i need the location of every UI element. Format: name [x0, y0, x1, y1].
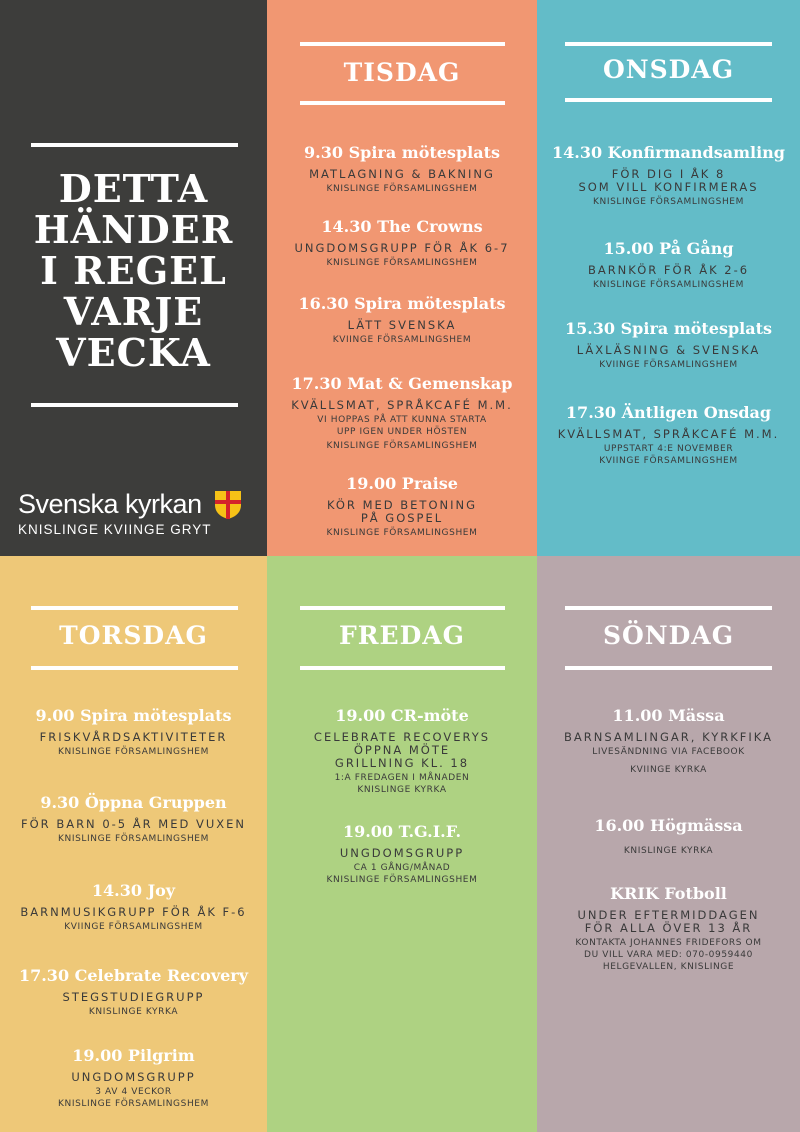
header-rule-top [565, 606, 772, 610]
event-location: KNISLINGE FÖRSAMLINGSHEM [326, 441, 478, 451]
event-location: KNISLINGE FÖRSAMLINGSHEM [326, 528, 478, 538]
event-title: 19.00 Praise [346, 474, 458, 493]
event [267, 143, 537, 195]
event [267, 706, 537, 796]
event-title: 17.30 Äntligen Onsdag [565, 403, 772, 422]
headline-line: I REGEL [40, 248, 227, 293]
event-description: FÖR DIG I ÅK 8 [611, 167, 726, 181]
event-description: LÄTT SVENSKA [347, 318, 457, 332]
headline-line: HÄNDER [33, 207, 234, 252]
day-title: ONSDAG [602, 55, 735, 84]
event [267, 474, 537, 539]
event-location: KVIINGE FÖRSAMLINGSHEM [599, 360, 738, 370]
church-crest-icon [212, 488, 244, 520]
event-title: 9.00 Spira mötesplats [35, 706, 232, 725]
event-location: HELGEVALLEN, KNISLINGE [602, 962, 735, 972]
event-location: KVIINGE KYRKA [630, 765, 707, 775]
event-note: DU VILL VARA MED: 070-0959440 [584, 950, 753, 960]
header-rule-top [565, 42, 772, 46]
event-note: VI HOPPAS PÅ ATT KUNNA STARTA [317, 415, 487, 425]
torsdag-panel [0, 556, 267, 1132]
header-rule-top [31, 606, 238, 610]
event [267, 374, 537, 452]
event-note: 3 AV 4 VECKOR [95, 1087, 172, 1097]
event-title: 15.30 Spira mötesplats [564, 319, 773, 338]
event-title: 19.00 T.G.I.F. [342, 822, 462, 841]
event-description: UNGDOMSGRUPP FÖR ÅK 6-7 [294, 241, 510, 255]
event-location: KVIINGE FÖRSAMLINGSHEM [64, 922, 203, 932]
day-title: FREDAG [338, 621, 465, 650]
event-location: KNISLINGE FÖRSAMLINGSHEM [326, 875, 478, 885]
event-title: 15.00 På Gång [603, 239, 734, 258]
event-description: BARNSAMLINGAR, KYRKFIKA [563, 730, 774, 744]
event [267, 294, 537, 346]
headline-line: VECKA [56, 330, 211, 375]
day-title: TORSDAG [59, 621, 208, 650]
intro-panel [0, 0, 267, 556]
event-description: KÖR MED BETONING [326, 498, 478, 512]
event [537, 239, 800, 291]
event-title: 9.30 Spira mötesplats [304, 143, 500, 162]
event [537, 884, 800, 973]
event-description: BARNKÖR FÖR ÅK 2-6 [587, 263, 750, 277]
event-description: UNGDOMSGRUPP [71, 1070, 196, 1084]
event-title: 11.00 Mässa [612, 706, 725, 725]
brand-parishes: KNISLINGE KVIINGE GRYT [18, 522, 212, 537]
event-title: 16.30 Spira mötesplats [298, 294, 506, 313]
event-location: KNISLINGE FÖRSAMLINGSHEM [58, 1099, 209, 1109]
event-location: KNISLINGE KYRKA [623, 846, 714, 856]
event-location: KVIINGE FÖRSAMLINGSHEM [332, 335, 472, 345]
header-rule-bottom [565, 98, 772, 102]
event-description: MATLAGNING & BAKNING [309, 167, 495, 181]
event [267, 217, 537, 269]
event-title: 19.00 CR-möte [335, 706, 469, 725]
event-location: KNISLINGE FÖRSAMLINGSHEM [593, 280, 744, 290]
event-location: KNISLINGE FÖRSAMLINGSHEM [58, 834, 209, 844]
onsdag-panel [537, 0, 800, 556]
event [537, 706, 800, 776]
event-description: KVÄLLSMAT, SPRÅKCAFÉ M.M. [291, 398, 513, 412]
event-title: 14.30 Konfirmandsamling [552, 143, 785, 162]
tisdag-panel [267, 0, 537, 556]
event [0, 706, 267, 758]
event-description: BARNMUSIKGRUPP FÖR ÅK F-6 [20, 905, 247, 919]
event-description: FRISKVÅRDSAKTIVITETER [39, 730, 228, 744]
event [537, 403, 800, 467]
event-note: KONTAKTA JOHANNES FRIDEFORS OM [575, 938, 762, 948]
bottom-divider [31, 403, 238, 407]
event [0, 1046, 267, 1110]
headline-line: VARJE [63, 289, 204, 334]
day-title: SÖNDAG [602, 621, 735, 650]
event-title: 17.30 Mat & Gemenskap [291, 374, 513, 393]
event-location: KNISLINGE FÖRSAMLINGSHEM [326, 184, 478, 194]
event-note: LIVESÄNDNING VIA FACEBOOK [592, 747, 745, 757]
header-rule-top [300, 42, 505, 46]
event-description: GRILLNING KL. 18 [334, 756, 470, 770]
event-title: 16.00 Högmässa [594, 816, 743, 835]
header-rule-bottom [300, 666, 505, 670]
sondag-panel [537, 556, 800, 1132]
header-rule-bottom [300, 101, 505, 105]
event-description: UNDER EFTERMIDDAGEN [577, 908, 760, 922]
event-location: KNISLINGE FÖRSAMLINGSHEM [593, 197, 744, 207]
event-description: ÖPPNA MÖTE [353, 743, 451, 757]
event-description: STEGSTUDIEGRUPP [62, 990, 205, 1004]
event-location: KNISLINGE FÖRSAMLINGSHEM [58, 747, 209, 757]
event-note: CA 1 GÅNG/MÅNAD [353, 863, 451, 873]
brand-name: Svenska kyrkan [18, 489, 202, 519]
event-note: 1:A FREDAGEN I MÅNADEN [334, 773, 470, 783]
event [267, 822, 537, 886]
event-description: FÖR BARN 0-5 ÅR MED VUXEN [21, 817, 246, 831]
event-location: KNISLINGE KYRKA [357, 785, 447, 795]
event [537, 319, 800, 371]
event-description: PÅ GOSPEL [360, 511, 444, 525]
event-title: 9.30 Öppna Gruppen [40, 793, 227, 812]
event-location: KNISLINGE FÖRSAMLINGSHEM [326, 258, 478, 268]
day-title: TISDAG [343, 58, 461, 87]
event-location: KVIINGE FÖRSAMLINGSHEM [599, 456, 738, 466]
event-title: 14.30 Joy [91, 881, 176, 900]
event-description: SOM VILL KONFIRMERAS [578, 180, 759, 194]
event-note: UPP IGEN UNDER HÖSTEN [336, 427, 468, 437]
header-rule-bottom [31, 666, 238, 670]
event-description: CELEBRATE RECOVERYS [313, 730, 491, 744]
event [0, 793, 267, 845]
event-location: KNISLINGE KYRKA [88, 1007, 179, 1017]
event [537, 143, 800, 208]
event-title: 17.30 Celebrate Recovery [18, 966, 249, 985]
event-description: FÖR ALLA ÖVER 13 ÅR [584, 921, 753, 935]
event [0, 966, 267, 1018]
event-description: LÄXLÄSNING & SVENSKA [576, 343, 761, 357]
event [0, 881, 267, 933]
top-divider [31, 143, 238, 147]
event-description: KVÄLLSMAT, SPRÅKCAFÉ M.M. [557, 427, 780, 441]
event-description: UNGDOMSGRUPP [339, 846, 465, 860]
svenska-kyrkan-logo [18, 488, 258, 537]
headline [0, 168, 267, 373]
header-rule-bottom [565, 666, 772, 670]
event-title: 14.30 The Crowns [321, 217, 483, 236]
headline-line: DETTA [58, 166, 209, 211]
header-rule-top [300, 606, 505, 610]
event-title: KRIK Fotboll [610, 884, 727, 903]
fredag-panel [267, 556, 537, 1132]
event-title: 19.00 Pilgrim [72, 1046, 195, 1065]
event-note: UPPSTART 4:E NOVEMBER [603, 444, 734, 454]
event [537, 816, 800, 857]
